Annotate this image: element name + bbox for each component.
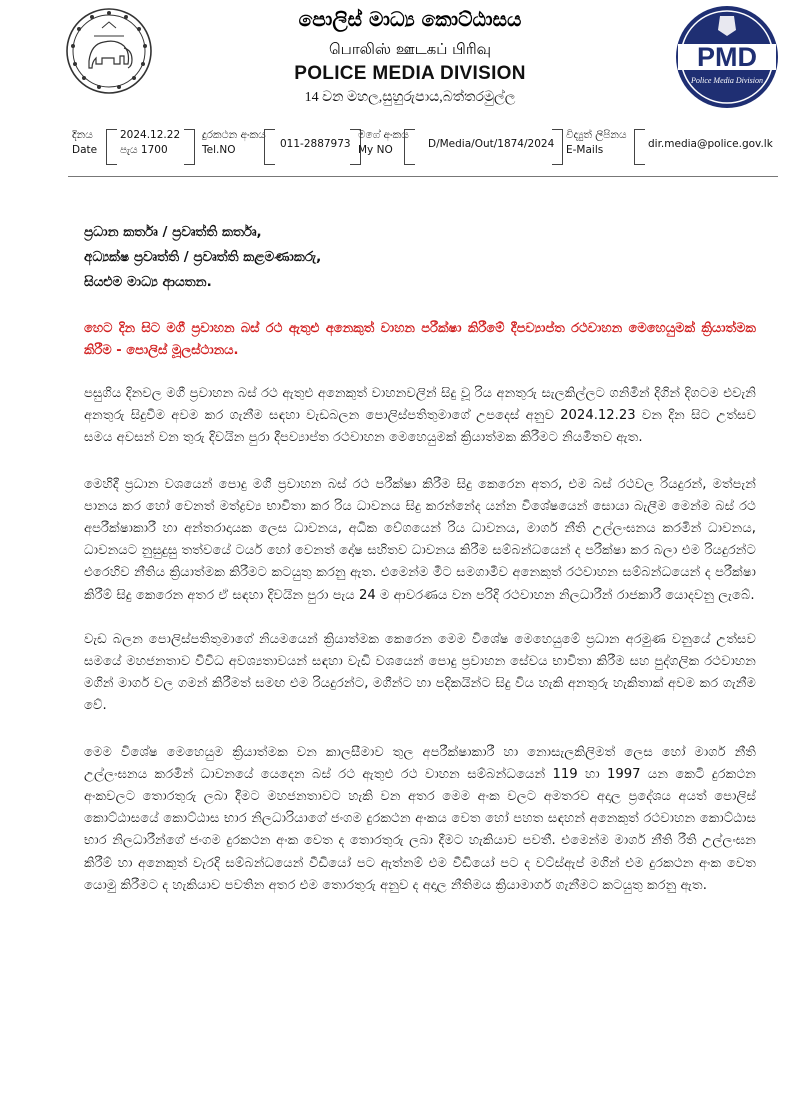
bracket-close [184, 129, 195, 165]
addressee-line: අධ්‍යක්ෂ ප්‍රවෘත්ති / ප්‍රවෘත්ති කළමණාකරු, [84, 249, 322, 265]
header-title-english: POLICE MEDIA DIVISION [294, 63, 526, 84]
bracket-open [106, 129, 117, 165]
pmd-logo [674, 4, 780, 110]
header-address: 14 වන මහල,සුහුරුපාය,බත්තරමුල්ල [304, 90, 516, 105]
addressee-block [84, 220, 321, 295]
body-paragraph: පසුගිය දිනවල මගී ප්‍රවාහන බස් රථ ඇතුළු අනෙකුත් වාහනවලින් සිදු වූ රිය අනතුරු සැලකිල්ලට ගනිමින් දිගින් දිගටම එවැනි අනතුරු සිදුවීම අවම කර ගැනීම සඳහා වැඩබලන පොලිස්පතිතුමාගේ උපදෙස් අනුව 2024.12.23 වන දින සිට උත්සව සමය අවසන් වන තුරු දිවයින පුරා දීපව්‍යාප්ත රථවාහන මෙහෙයුමක් ක්‍රියාත්මක කිරීමට නියමිතව ඇත. [84, 386, 756, 446]
police-emblem-icon [64, 6, 154, 96]
letter-body [84, 383, 756, 921]
my-no-label: මගේ අංකය My NO [358, 129, 409, 156]
subject-heading: හෙට දින සිට මගී ප්‍රවාහන බස් රථ ඇතුළු අනෙකුත් වාහන පරීක්ෂා කිරීමේ දීපව්‍යාප්ත රථවාහන මෙහෙයුමක් ක්‍රියාත්මක කිරීම - පොලිස් මූලස්ථානය. [84, 321, 756, 358]
tel-label: දුරකථන අංකය Tel.NO [202, 129, 266, 156]
header-divider [68, 176, 778, 177]
pmd-logo-subtext: Police Media Division [691, 76, 763, 85]
header-title-sinhala: පොලිස් මාධ්‍ය කොට්ඨාසය [298, 7, 522, 31]
pmd-logo-text: PMD [697, 42, 757, 72]
my-no-value: D/Media/Out/1874/2024 [428, 138, 555, 150]
info-bar [72, 128, 772, 168]
bracket-close [552, 129, 563, 165]
date-value: 2024.12.22 පැය 1700 [120, 129, 181, 156]
body-paragraph: වැඩ බලන පොලිස්පතිතුමාගේ නියමයෙන් ක්‍රියාත්මක කෙරෙන මෙම විශේෂ මෙහෙයුමේ ප්‍රධාන අරමුණ වනුයේ උත්සව සමයේ මහජනතාව විවිධ අවශ්‍යතාවයන් සඳහා වැඩි වශයෙන් පොදු ප්‍රවාහන සේවය භාවිතා කිරීම සහ පුද්ගලික රථවාහන මගින් මාර්ග වල ගමන් කිරීමත් සමඟ එම රියදුරන්ට, මගීන්ට හා පදිකයින්ට සිදු විය හැකි අනතුරු හැකිතාක් අවම කර ගැනීම වේ. [84, 631, 756, 714]
bracket-open [404, 129, 415, 165]
date-label: දිනය Date [72, 129, 98, 156]
body-paragraph: මෙම විශේෂ මෙහෙයුම ක්‍රියාත්මක වන කාලසීමාව තුල අපරීක්ෂාකාරී හා නොසැලකිලිමත් ලෙස හෝ මාර්ග නීති උල්ලංඝනය කරමින් ධාවනයේ යෙදෙන බස් රථ ඇතුළු රථ වාහන සම්බන්ධයෙන් 119 හා 1997 යන කෙටි දුරකථන අංකවලට තොරතුරු ලබා දීමට මහජනතාවට හැකි වන අතර මෙම අංක වලට අමතරව අදාල ප්‍රදේශය අයත් පොලිස් කොට්ඨාසයේ කොට්ඨාස භාර නිලධාරියාගේ ජංගම දුරකථන අංකය වෙත හෝ පහත සඳහන් අනෙකුත් රථවාහන කොට්ඨාස භාර නිලධාරීන්ගේ ජංගම දුරකථන අංක වෙත ද තොරතුරු ලබා දීමට හැකියාව පවතී. එමෙන්ම මාර්ග නීති රීති උල්ලංඝන කිරීම් හා අනෙකුත් වැරදි සම්බන්ධයෙන් වීඩියෝ පට ඇත්නම් එම වීඩියෝ පට ද වට්ස්ඇප් මගින් එම දුරකථන අංක වෙත යොමු කිරීමට ද හැකියාව පවතින අතර එම තොරතුරු අනුව ද අදාල නීතිමය ක්‍රියාමාර්ග ගැනීමට කටයුතු කරනු ඇත. [84, 744, 756, 893]
email-value[interactable]: dir.media@police.gov.lk [648, 138, 773, 150]
bracket-open [264, 129, 275, 165]
addressee-line: සියළුම මාධ්‍ය ආයතන. [84, 274, 212, 290]
email-label: විද්‍යුත් ලිපිනය E-Mails [566, 129, 627, 156]
bracket-open [634, 129, 645, 165]
body-paragraph: මෙහිදී ප්‍රධාන වශයෙන් පොදු මගී ප්‍රවාහන බස් රථ පරීක්ෂා කිරීම සිදු කෙරෙන අතර, එම බස් රථවල රියදුරන්, මත්පැන් පානය කර හෝ වෙනත් මත්ද්‍රව්‍ය භාවිතා කර රිය ධාවනය සිදු කරන්නේද යන්න විශේෂයෙන් සොයා බැලීම මෙන්ම බස් රථ අපරීක්ෂාකාරී හා අන්තරාදායක ලෙස ධාවනය, අධික වේගයෙන් රිය ධාවනය, මාර්ග නීති උල්ලංඝනය කරමින් ධාවනය, ධාවනයට නුසුදුසු තත්වයේ ටයර් හෝ වෙනත් දෝෂ සහිතව ධාවනය කිරීම සම්බන්ධයෙන් ද පරීක්ෂා කර බලා එම රියදුරන්ට එරෙහිව නීතිය ක්‍රියාත්මක කිරීමට කටයුතු කරනු ඇත. එමෙන්ම මීට සමගාමීව අනෙකුත් රථවාහන සම්බන්ධයෙන් ද පරීක්ෂා කිරීම් සිදු කෙරෙන අතර ඒ සඳහා දිවයින පුරා පැය 24 ම ආවරණය වන පරිදි රථවාහන නිලධාරීන් රාජකාරී යොදවනු ලැබේ. [84, 476, 756, 603]
addressee-line: ප්‍රධාන කර්තෘ / ප්‍රවෘත්ති කර්තෘ, [84, 224, 262, 240]
header-title-tamil: பொலிஸ் ஊடகப் பிரிவு [328, 40, 491, 58]
tel-value: 011-2887973 [280, 138, 351, 150]
